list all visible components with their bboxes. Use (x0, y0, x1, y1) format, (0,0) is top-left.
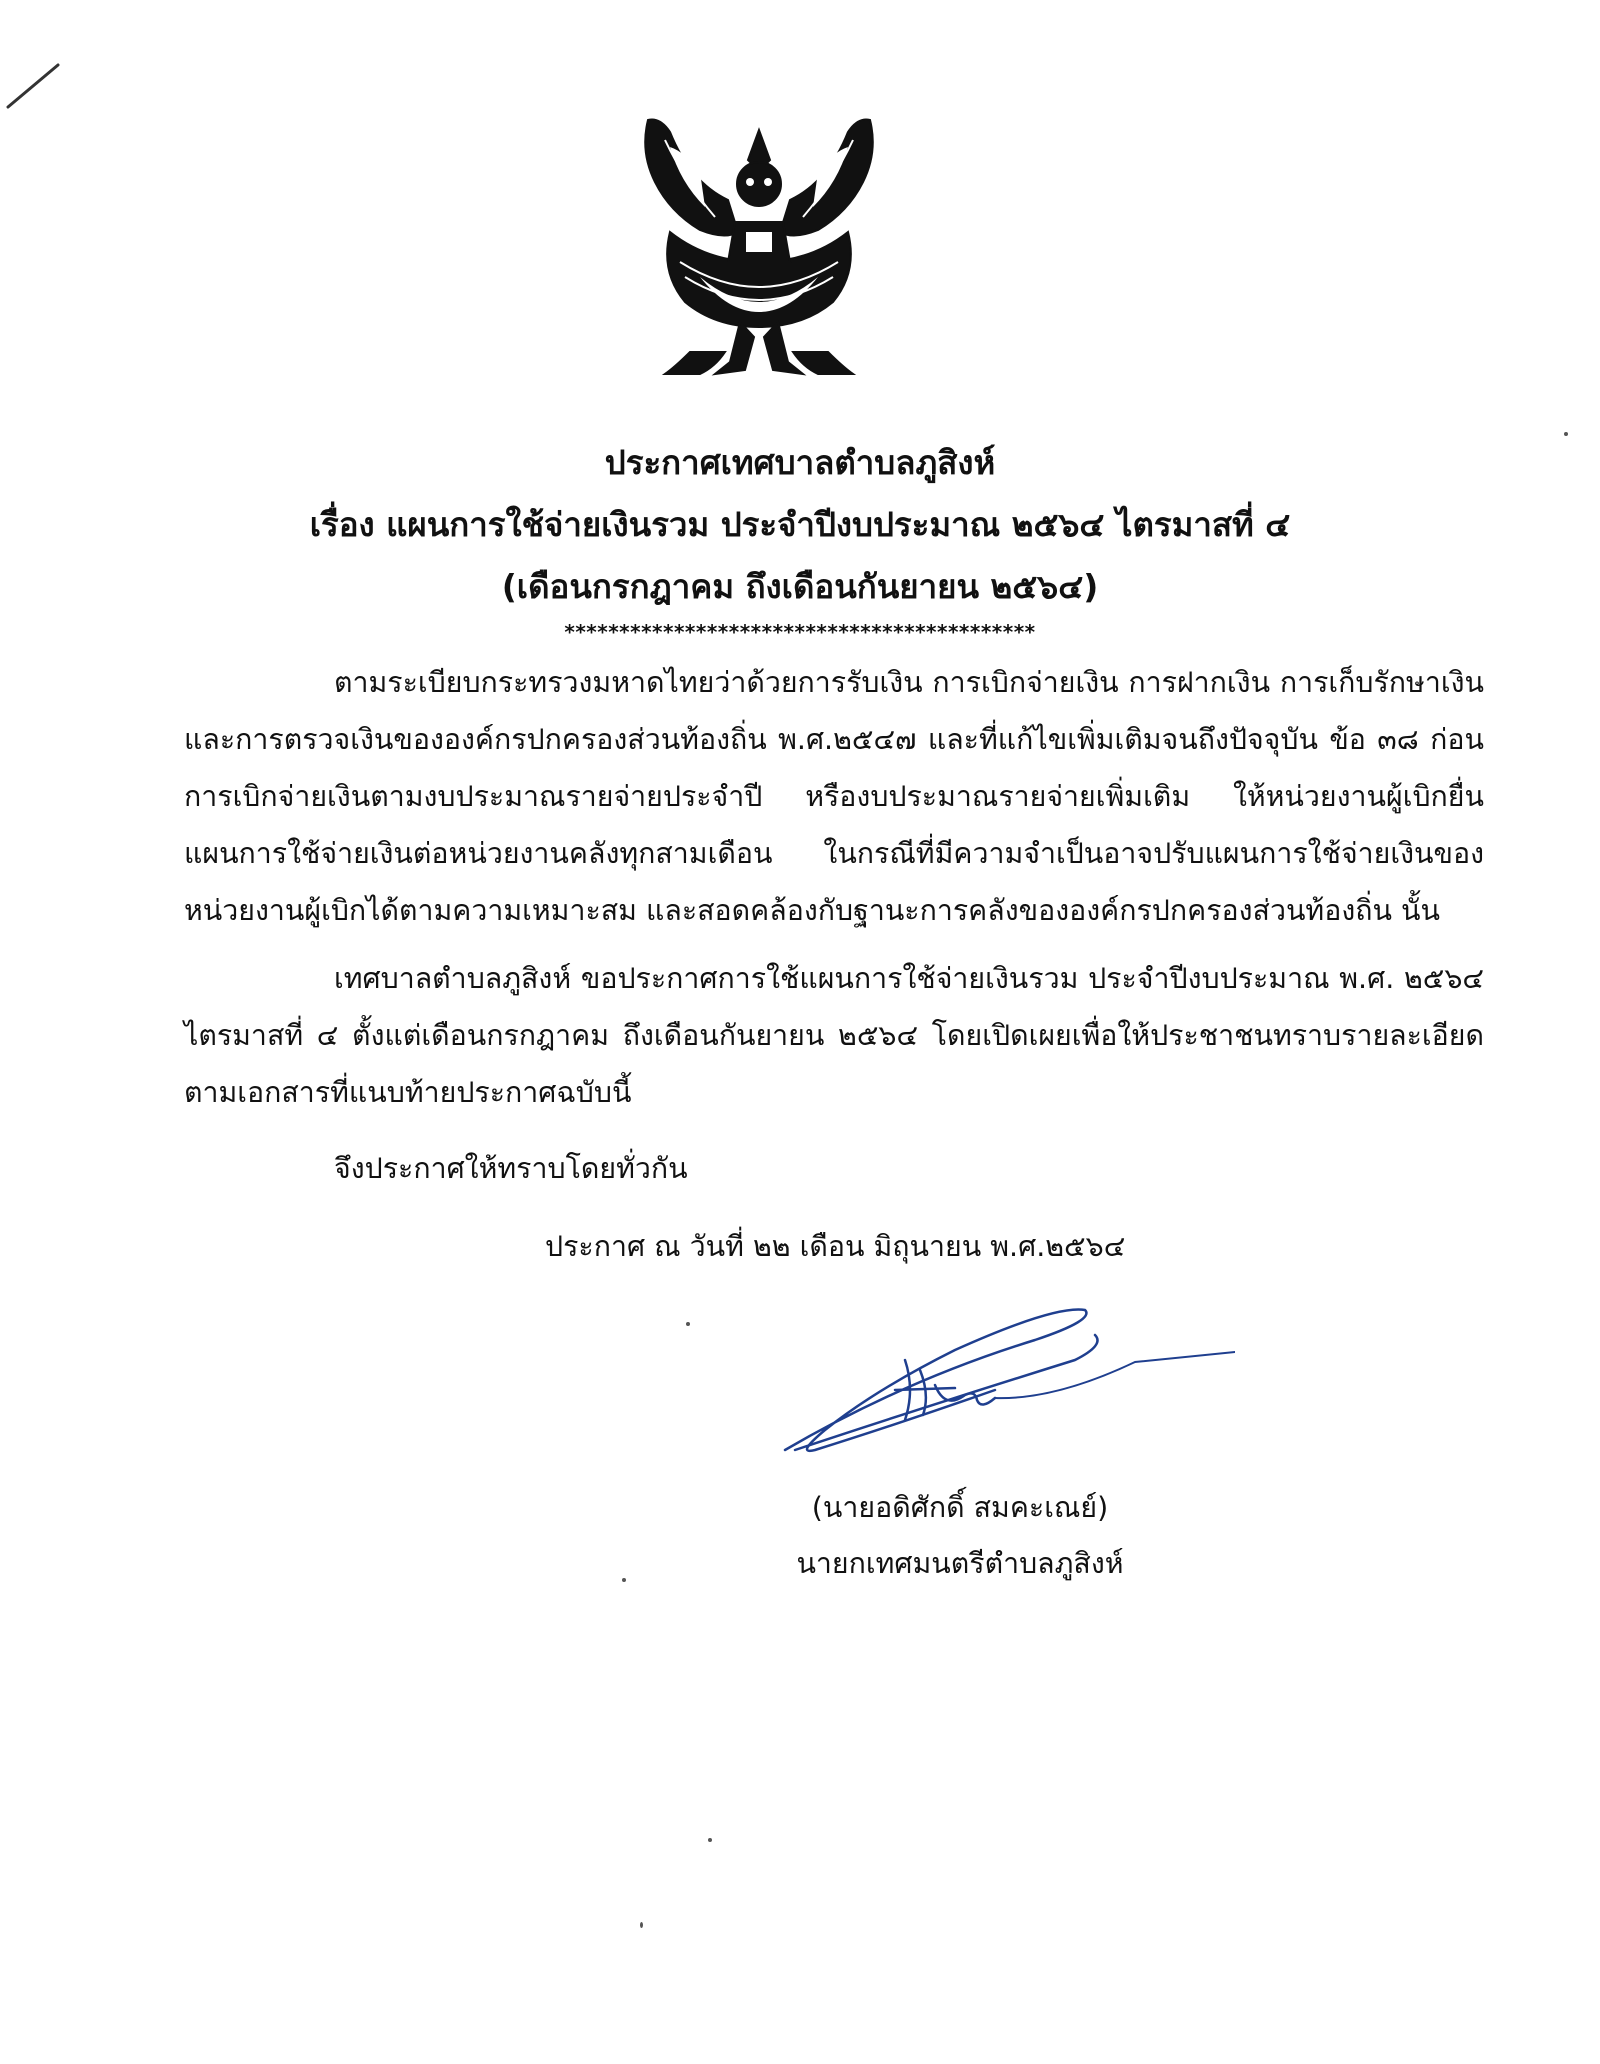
announcement-header (0, 432, 1600, 644)
pen-stroke-mark (0, 55, 70, 125)
announcement-title: ประกาศเทศบาลตำบลภูสิงห์ (604, 443, 996, 482)
asterisk-separator: ******************************************* (564, 620, 1036, 644)
body-paragraph-1: ตามระเบียบกระทรวงมหาดไทยว่าด้วยการรับเงิน การเบิกจ่ายเงิน การฝากเงิน การเก็บรักษาเงินและการตรวจเงินขององค์กรปกครองส่วนท้องถิ่น พ.ศ.๒๕๔๗ และที่แก้ไขเพิ่มเติมจนถึงปัจจุบัน ข้อ ๓๘ ก่อนการเบิกจ่ายเงินตามงบประมาณรายจ่ายประจำปี หรืองบประมาณรายจ่ายเพิ่มเติม ให้หน่วยงานผู้เบิกยื่นแผนการใช้จ่ายเงินต่อหน่วยงานคลังทุกสามเดือน ในกรณีที่มีความจำเป็นอาจปรับแผนการใช้จ่ายเงินของหน่วยงานผู้เบิกได้ตามความเหมาะสม และสอดคล้องกับฐานะการคลังขององค์กรปกครองส่วนท้องถิ่น นั้น (184, 666, 1484, 927)
signatory-name: (นายอดิศักดิ์ สมคะเณย์) (811, 1491, 1109, 1524)
announcement-date: ประกาศ ณ วันที่ ๒๒ เดือน มิถุนายน พ.ศ.๒๕๖๔ (545, 1230, 1126, 1263)
scan-speck (686, 1322, 690, 1326)
body-paragraph-3: จึงประกาศให้ทราบโดยทั่วกัน (334, 1152, 688, 1185)
scan-speck (640, 1922, 643, 1928)
handwritten-signature (755, 1300, 1235, 1480)
announcement-subject: เรื่อง แผนการใช้จ่ายเงินรวม ประจำปีงบประมาณ ๒๕๖๔ ไตรมาสที่ ๔ (309, 505, 1291, 544)
garuda-emblem-icon (630, 112, 888, 380)
scan-speck (708, 1838, 712, 1842)
announcement-period: (เดือนกรกฎาคม ถึงเดือนกันยายน ๒๕๖๔) (501, 567, 1099, 606)
scan-speck (622, 1578, 626, 1582)
signature-block (760, 1480, 1160, 1592)
signatory-position: นายกเทศมนตรีตำบลภูสิงห์ (796, 1547, 1124, 1580)
scan-speck (1564, 432, 1568, 436)
body-paragraph-2: เทศบาลตำบลภูสิงห์ ขอประกาศการใช้แผนการใช้จ่ายเงินรวม ประจำปีงบประมาณ พ.ศ. ๒๕๖๔ ไตรมาสที่ ๔ ตั้งแต่เดือนกรกฎาคม ถึงเดือนกันยายน ๒๕๖๔ โดยเปิดเผยเพื่อให้ประชาชนทราบรายละเอียดตามเอกสารที่แนบท้ายประกาศฉบับนี้ (184, 962, 1484, 1109)
